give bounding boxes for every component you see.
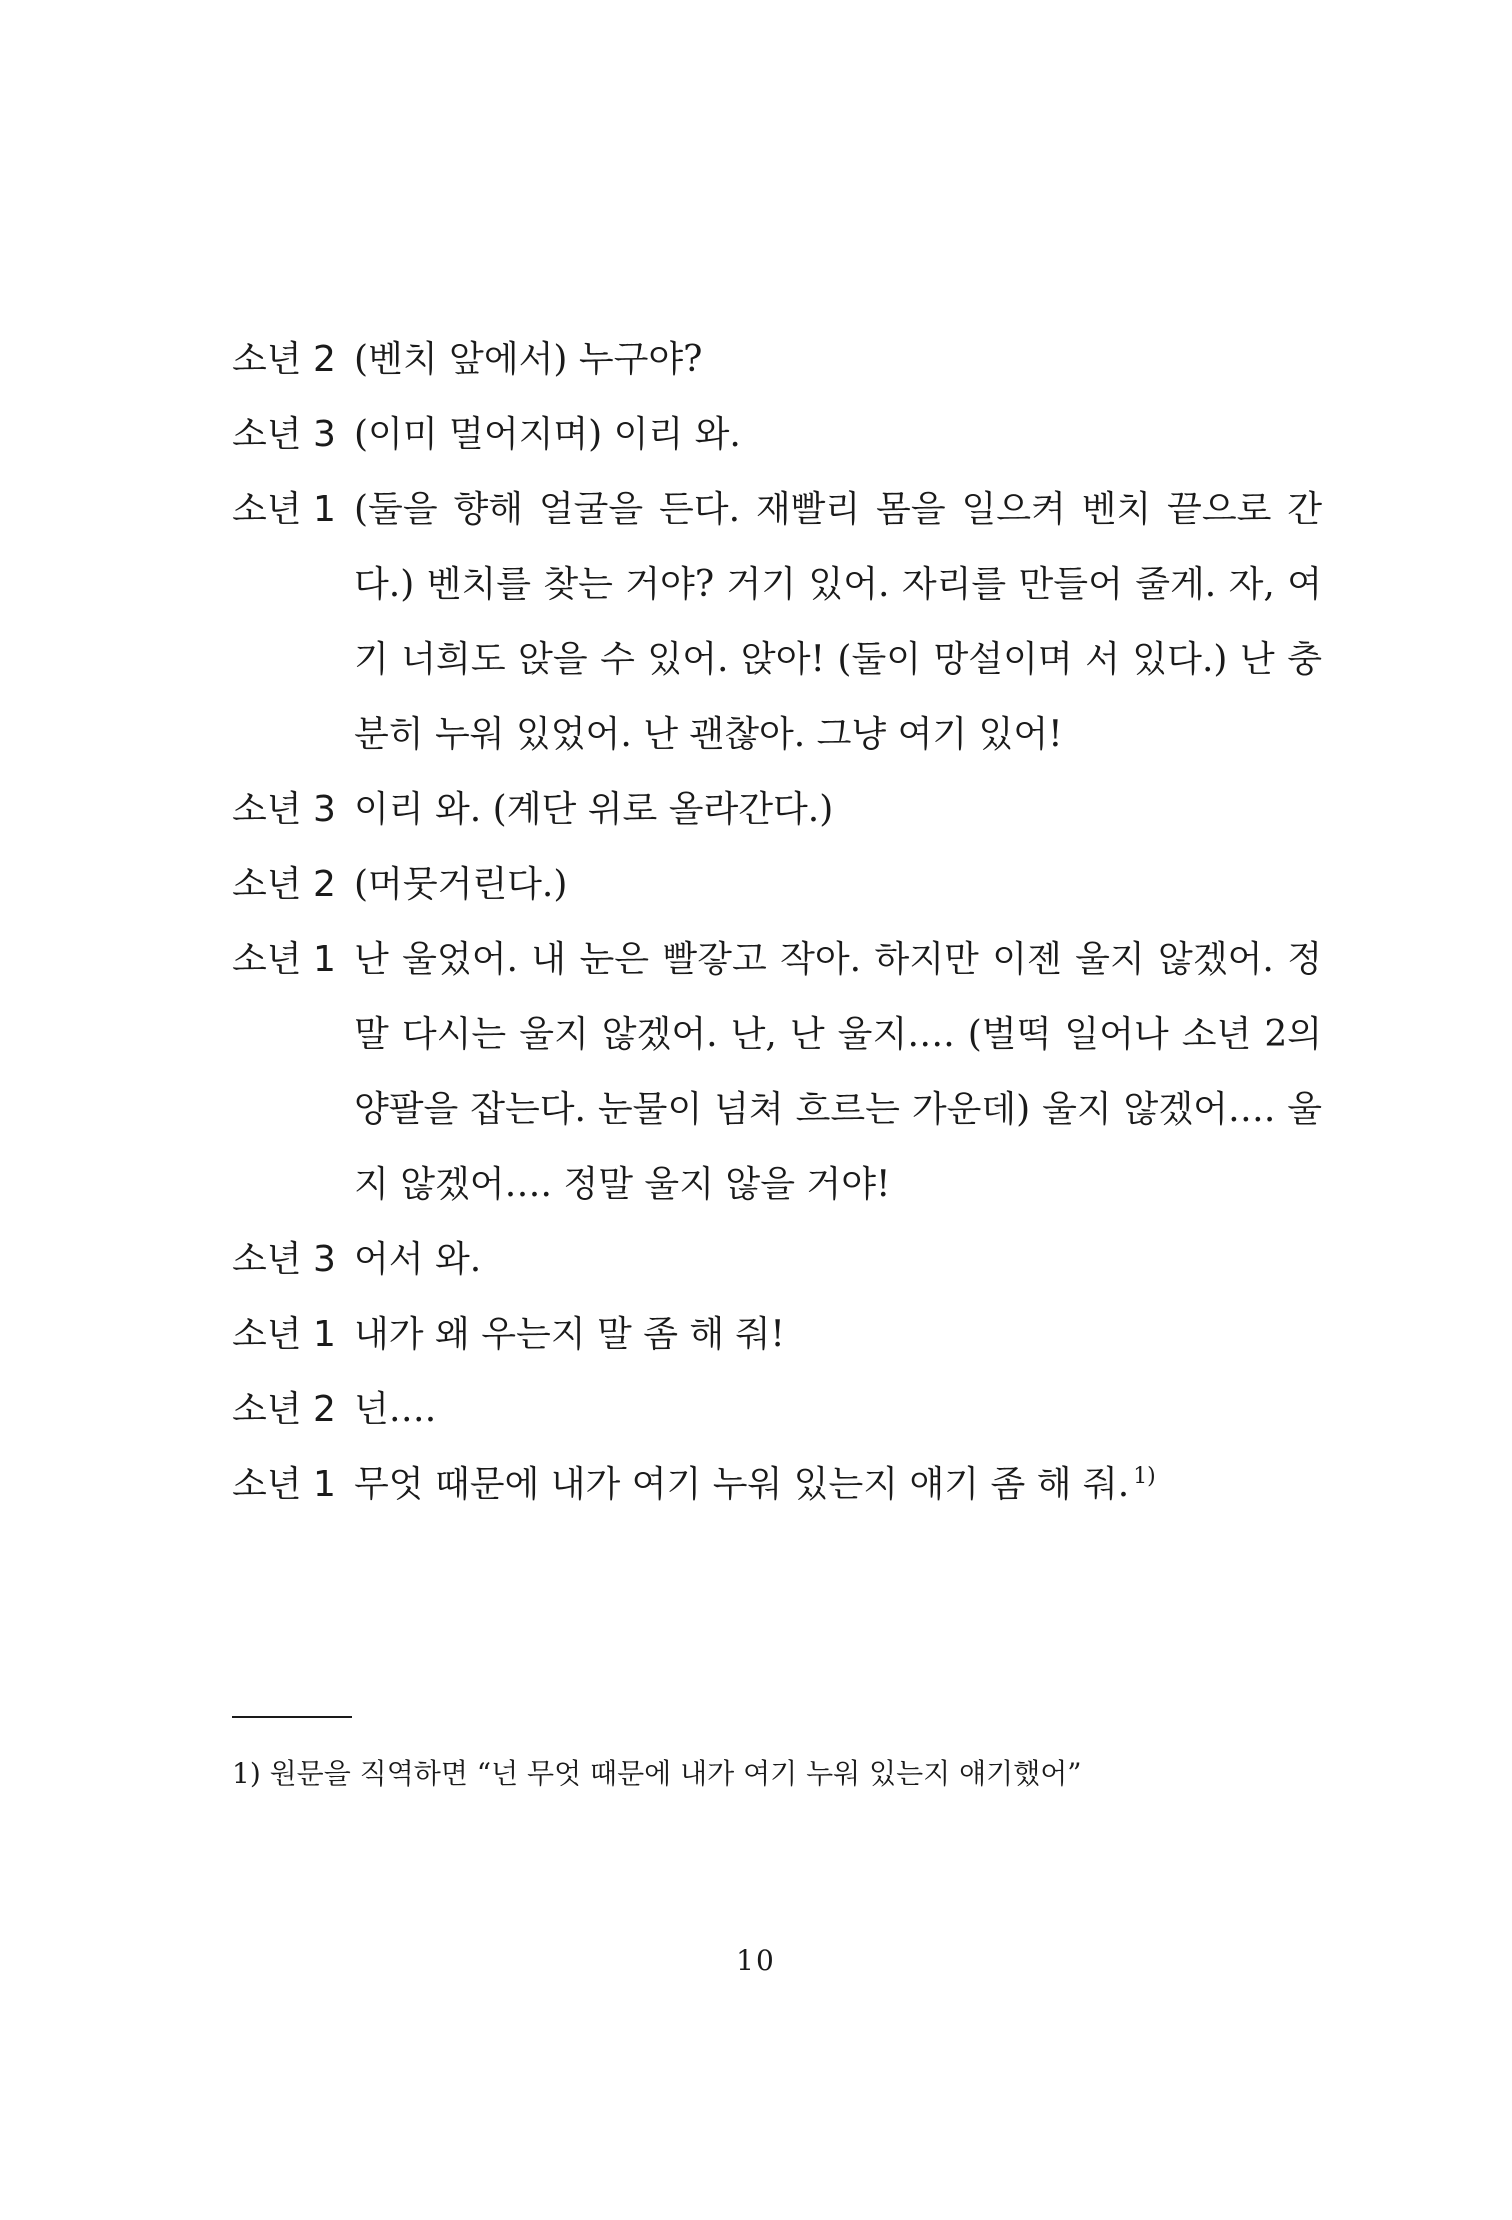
dialogue-text: 내가 왜 우는지 말 좀 해 줘! — [354, 1314, 785, 1355]
speaker-name: 소년 2 — [232, 1389, 336, 1430]
dialogue-text: (둘을 향해 얼굴을 든다. 재빨리 몸을 일으켜 벤치 끝으로 간다.) 벤치를 찾는 거야? 거기 있어. 자리를 만들어 줄게. 자, 여기 너희도 앉을 수 있어. 앉아! (둘이 망설이며 서 있다.) 난 충분히 누워 있었어. 난 괜찮아. 그냥 여기 있어! — [354, 489, 1322, 755]
dialogue-line — [232, 472, 1322, 772]
dialogue-text-content: 무엇 때문에 내가 여기 누워 있는지 얘기 좀 해 줘. — [354, 1464, 1130, 1505]
dialogue-text: 어서 와. — [354, 1239, 482, 1280]
dialogue-line — [232, 922, 1322, 1222]
page-number: 10 — [736, 1944, 776, 1977]
speaker-name: 소년 2 — [232, 339, 336, 380]
dialogue-text: 넌…. — [354, 1389, 437, 1430]
dialogue-text: 이리 와. (계단 위로 올라간다.) — [354, 789, 834, 830]
dialogue-text: (이미 멀어지며) 이리 와. — [354, 414, 741, 455]
footnote-reference: 1) — [1133, 1464, 1156, 1489]
speaker-name: 소년 3 — [232, 1239, 336, 1280]
dialogue-line — [232, 1447, 1322, 1522]
speaker-name: 소년 3 — [232, 414, 336, 455]
dialogue-line — [232, 1297, 1322, 1372]
dialogue-text: (벤치 앞에서) 누구야? — [354, 339, 703, 380]
dialogue-line — [232, 847, 1322, 922]
dialogue-line — [232, 772, 1322, 847]
dialogue-line — [232, 1222, 1322, 1297]
script-body — [232, 322, 1322, 1522]
footnote-divider — [232, 1716, 352, 1718]
dialogue-text: 난 울었어. 내 눈은 빨갛고 작아. 하지만 이젠 울지 않겠어. 정말 다시는 울지 않겠어. 난, 난 울지…. (벌떡 일어나 소년 2의 양팔을 잡는다. 눈물이 넘쳐 흐르는 가운데) 울지 않겠어…. 울지 않겠어…. 정말 울지 않을 거야! — [354, 939, 1322, 1205]
dialogue-line — [232, 322, 1322, 397]
speaker-name: 소년 2 — [232, 864, 336, 905]
speaker-name: 소년 1 — [232, 939, 336, 980]
dialogue-line — [232, 397, 1322, 472]
speaker-name: 소년 1 — [232, 1314, 336, 1355]
speaker-name: 소년 1 — [232, 1464, 336, 1505]
speaker-name: 소년 3 — [232, 789, 336, 830]
speaker-name: 소년 1 — [232, 489, 336, 530]
dialogue-line — [232, 1372, 1322, 1447]
dialogue-text — [354, 1447, 1322, 1522]
footnote: 1) 원문을 직역하면 “넌 무엇 때문에 내가 여기 누워 있는지 얘기했어” — [232, 1757, 1082, 1790]
dialogue-text: (머뭇거린다.) — [354, 864, 568, 905]
